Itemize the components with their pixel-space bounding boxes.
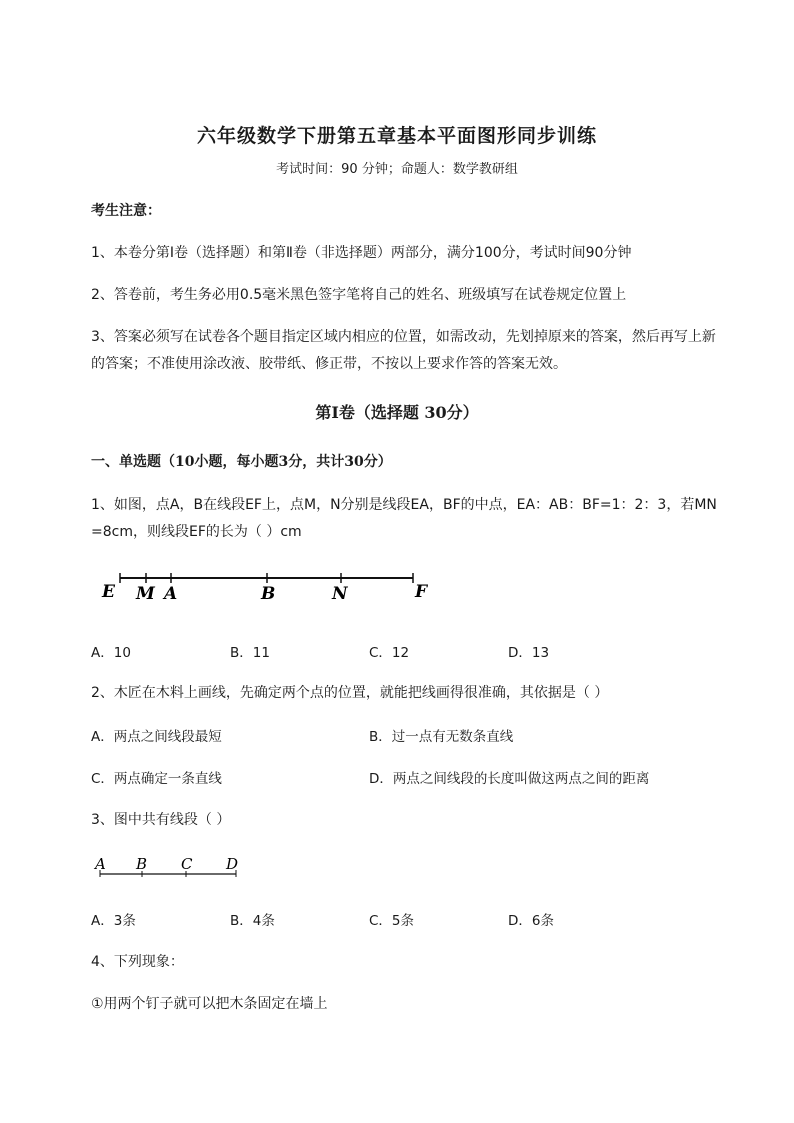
q2-option-a[interactable]: A．两点之间线段最短 <box>91 729 222 745</box>
label-b: B <box>136 855 148 873</box>
q3-stem: 3、图中共有线段（ ） <box>91 812 231 828</box>
q3-option-b[interactable]: B．4条 <box>230 913 275 929</box>
label-b: B <box>261 584 276 604</box>
q4-item-1: ①用两个钉子就可以把木条固定在墙上 <box>91 996 328 1012</box>
page-title: 六年级数学下册第五章基本平面图形同步训练 <box>196 125 597 147</box>
q1-option-c[interactable]: C．12 <box>369 645 410 661</box>
label-a: A <box>164 584 178 604</box>
label-f: F <box>415 582 428 602</box>
q1-option-a[interactable]: A．10 <box>91 645 131 661</box>
label-c: C <box>181 855 193 873</box>
q2-option-c[interactable]: C．两点确定一条直线 <box>91 771 222 787</box>
q3-segment-figure <box>92 853 252 883</box>
q1-option-b[interactable]: B．11 <box>230 645 270 661</box>
q2-option-d[interactable]: D．两点之间线段的长度叫做这两点之间的距离 <box>369 771 650 787</box>
exam-info: 考试时间：90 分钟；命题人：数学教研组 <box>276 162 518 177</box>
notice-item-3-cont: 的答案；不准使用涂改液、胶带纸、修正带，不按以上要求作答的答案无效。 <box>91 356 567 372</box>
notice-item-1: 1、本卷分第Ⅰ卷（选择题）和第Ⅱ卷（非选择题）两部分，满分100分，考试时间90分钟 <box>91 245 632 261</box>
label-d: D <box>226 855 239 873</box>
q1-stem-cont: =8cm，则线段EF的长为（ ）cm <box>91 524 302 540</box>
q3-option-c[interactable]: C．5条 <box>369 913 415 929</box>
label-a: A <box>95 855 106 873</box>
notice-item-3: 3、答案必须写在试卷各个题目指定区域内相应的位置，如需改动，先划掉原来的答案，然后再写上新 <box>91 329 716 345</box>
q1-segment-figure <box>95 566 445 606</box>
label-m: M <box>136 584 155 604</box>
notice-heading: 考生注意： <box>91 203 161 219</box>
q4-stem: 4、下列现象： <box>91 954 184 970</box>
q1-stem: 1、如图，点A，B在线段EF上，点M，N分别是线段EA，BF的中点，EA：AB：BF=1：2：3，若MN <box>91 497 717 513</box>
q2-option-b[interactable]: B．过一点有无数条直线 <box>369 729 514 745</box>
q1-option-d[interactable]: D．13 <box>508 645 550 661</box>
label-n: N <box>332 584 348 604</box>
part-heading: 一、单选题（10小题，每小题3分，共计30分） <box>91 454 392 470</box>
q2-stem: 2、木匠在木料上画线，先确定两个点的位置，就能把线画得很准确，其依据是（ ） <box>91 685 609 701</box>
q3-option-d[interactable]: D．6条 <box>508 913 554 929</box>
q3-option-a[interactable]: A．3条 <box>91 913 136 929</box>
notice-item-2: 2、答卷前，考生务必用0.5毫米黑色签字笔将自己的姓名、班级填写在试卷规定位置上 <box>91 287 627 303</box>
label-e: E <box>102 582 115 602</box>
section-title: 第Ⅰ卷（选择题 30分） <box>315 403 479 422</box>
